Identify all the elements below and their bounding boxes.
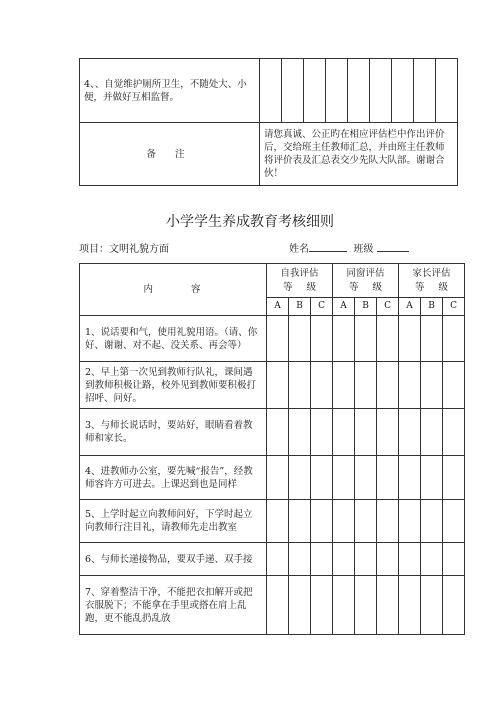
grade-cell[interactable] xyxy=(289,576,311,635)
project-label: 项目：文明礼貌方面 xyxy=(79,244,169,255)
table-row xyxy=(80,543,465,576)
grade-cell[interactable] xyxy=(399,362,421,409)
grade-b-header: B xyxy=(421,298,443,316)
grade-cell[interactable] xyxy=(392,59,414,123)
notes-text: 请您真诚、公正旳在相应评估栏中作出评价后，交给班主任教师汇总，并由班主任教师将评价表及汇总表交少先队大队部。谢谢合伙！ xyxy=(260,123,458,186)
grade-cell[interactable] xyxy=(333,362,355,409)
grade-cell[interactable] xyxy=(421,409,443,456)
name-label: 姓名 xyxy=(289,244,309,255)
self-evaluation-header: 自我评估 等 级 xyxy=(267,264,333,298)
grade-cell[interactable] xyxy=(421,316,443,362)
grade-cell[interactable] xyxy=(260,59,282,123)
grade-cell[interactable] xyxy=(267,409,289,456)
grade-cell[interactable] xyxy=(282,59,304,123)
grade-cell[interactable] xyxy=(267,362,289,409)
grade-cell[interactable] xyxy=(333,409,355,456)
grade-cell[interactable] xyxy=(311,576,333,635)
grade-cell[interactable] xyxy=(355,316,377,362)
grade-cell[interactable] xyxy=(377,409,399,456)
header-row-groups xyxy=(80,264,465,298)
grade-cell[interactable] xyxy=(443,576,465,635)
item-text: 1、说话要和气，使用礼貌用语。（请、你好、谢谢、对不起、没关系、再会等） xyxy=(80,316,267,362)
grade-a-header: A xyxy=(333,298,355,316)
item-text: 5、上学时起立向教师问好，下学时起立向教师行注目礼，请教师先走出教室 xyxy=(80,500,267,543)
grade-cell[interactable] xyxy=(421,500,443,543)
grade-cell[interactable] xyxy=(377,456,399,500)
table-row xyxy=(80,456,465,500)
grade-cell[interactable] xyxy=(267,543,289,576)
grade-cell[interactable] xyxy=(311,500,333,543)
grade-cell[interactable] xyxy=(355,362,377,409)
grade-cell[interactable] xyxy=(289,409,311,456)
notes-row xyxy=(80,123,458,186)
grade-cell[interactable] xyxy=(333,500,355,543)
grade-cell[interactable] xyxy=(421,456,443,500)
grade-cell[interactable] xyxy=(443,500,465,543)
grade-cell[interactable] xyxy=(311,456,333,500)
peer-evaluation-header: 同窗评估 等 级 xyxy=(333,264,399,298)
grade-cell[interactable] xyxy=(399,409,421,456)
grade-cell[interactable] xyxy=(421,362,443,409)
grade-cell[interactable] xyxy=(377,316,399,362)
grade-a-header: A xyxy=(399,298,421,316)
class-field[interactable] xyxy=(377,241,409,252)
grade-cell[interactable] xyxy=(399,576,421,635)
grade-cell[interactable] xyxy=(443,362,465,409)
grade-cell[interactable] xyxy=(267,576,289,635)
grade-cell[interactable] xyxy=(333,543,355,576)
grade-cell[interactable] xyxy=(355,500,377,543)
grade-a-header: A xyxy=(267,298,289,316)
grade-cell[interactable] xyxy=(377,500,399,543)
grade-c-header: C xyxy=(443,298,465,316)
grade-cell[interactable] xyxy=(289,543,311,576)
grade-cell[interactable] xyxy=(443,316,465,362)
table-row xyxy=(80,576,465,635)
grade-cell[interactable] xyxy=(326,59,348,123)
grade-cell[interactable] xyxy=(399,456,421,500)
parent-evaluation-header: 家长评估 等 级 xyxy=(399,264,465,298)
grade-cell[interactable] xyxy=(399,543,421,576)
grade-cell[interactable] xyxy=(377,576,399,635)
grade-cell[interactable] xyxy=(267,500,289,543)
item-text: 2、早上第一次见到教师行队礼，课间遇到教师积极让路，校外见到教师要积极打招呼、问好。 xyxy=(80,362,267,409)
grade-cell[interactable] xyxy=(355,543,377,576)
grade-cell[interactable] xyxy=(414,59,436,123)
table-row xyxy=(80,59,458,123)
notes-label: 备 注 xyxy=(80,123,260,186)
grade-cell[interactable] xyxy=(377,543,399,576)
item-text: 3、与师长说话时，要站好，眼睛看着教师和家长。 xyxy=(80,409,267,456)
grade-cell[interactable] xyxy=(267,316,289,362)
grade-cell[interactable] xyxy=(333,316,355,362)
content-column-header: 内 容 xyxy=(80,264,267,316)
grade-cell[interactable] xyxy=(333,576,355,635)
form-meta xyxy=(79,240,419,255)
grade-cell[interactable] xyxy=(311,409,333,456)
table-row xyxy=(80,409,465,456)
item-text: 6、与师长递接物品，要双手递、双手接 xyxy=(80,543,267,576)
grade-cell[interactable] xyxy=(355,576,377,635)
grade-cell[interactable] xyxy=(289,500,311,543)
grade-cell[interactable] xyxy=(443,543,465,576)
grade-cell[interactable] xyxy=(355,409,377,456)
grade-cell[interactable] xyxy=(311,543,333,576)
name-field[interactable] xyxy=(309,241,347,252)
grade-cell[interactable] xyxy=(377,362,399,409)
item-text: 7、穿着整洁干净，不能把衣扣解开或把衣服脱下；不能拿在手里或搭在肩上乱跑，更不能乱扔乱放 xyxy=(80,576,267,635)
class-label: 班级 xyxy=(353,244,374,255)
item-text: 4、、自觉维护厕所卫生，不随处大、小便，并做好互相监督。 xyxy=(80,59,260,123)
grade-cell[interactable] xyxy=(436,59,458,123)
grade-cell[interactable] xyxy=(267,456,289,500)
grade-cell[interactable] xyxy=(289,362,311,409)
grade-c-header: C xyxy=(311,298,333,316)
grade-cell[interactable] xyxy=(311,316,333,362)
grade-cell[interactable] xyxy=(348,59,370,123)
evaluation-table-continued xyxy=(79,58,458,186)
grade-cell[interactable] xyxy=(421,576,443,635)
grade-cell[interactable] xyxy=(443,456,465,500)
page-title: 小学学生养成教育考核细则 xyxy=(166,214,334,230)
grade-cell[interactable] xyxy=(399,500,421,543)
item-text: 4、进教师办公室，要先喊“报告”，经教师容许方可进去。上课迟到也是同样 xyxy=(80,456,267,500)
table-row xyxy=(80,316,465,362)
student-info xyxy=(289,240,409,255)
grade-b-header: B xyxy=(289,298,311,316)
grade-cell[interactable] xyxy=(355,456,377,500)
grade-b-header: B xyxy=(355,298,377,316)
table-row xyxy=(80,362,465,409)
grade-cell[interactable] xyxy=(370,59,392,123)
grade-cell[interactable] xyxy=(399,316,421,362)
grade-cell[interactable] xyxy=(289,456,311,500)
evaluation-table xyxy=(79,263,465,635)
grade-cell[interactable] xyxy=(443,409,465,456)
grade-cell[interactable] xyxy=(289,316,311,362)
grade-cell[interactable] xyxy=(421,543,443,576)
table-row xyxy=(80,500,465,543)
grade-cell[interactable] xyxy=(304,59,326,123)
grade-cell[interactable] xyxy=(333,456,355,500)
grade-cell[interactable] xyxy=(311,362,333,409)
grade-c-header: C xyxy=(377,298,399,316)
